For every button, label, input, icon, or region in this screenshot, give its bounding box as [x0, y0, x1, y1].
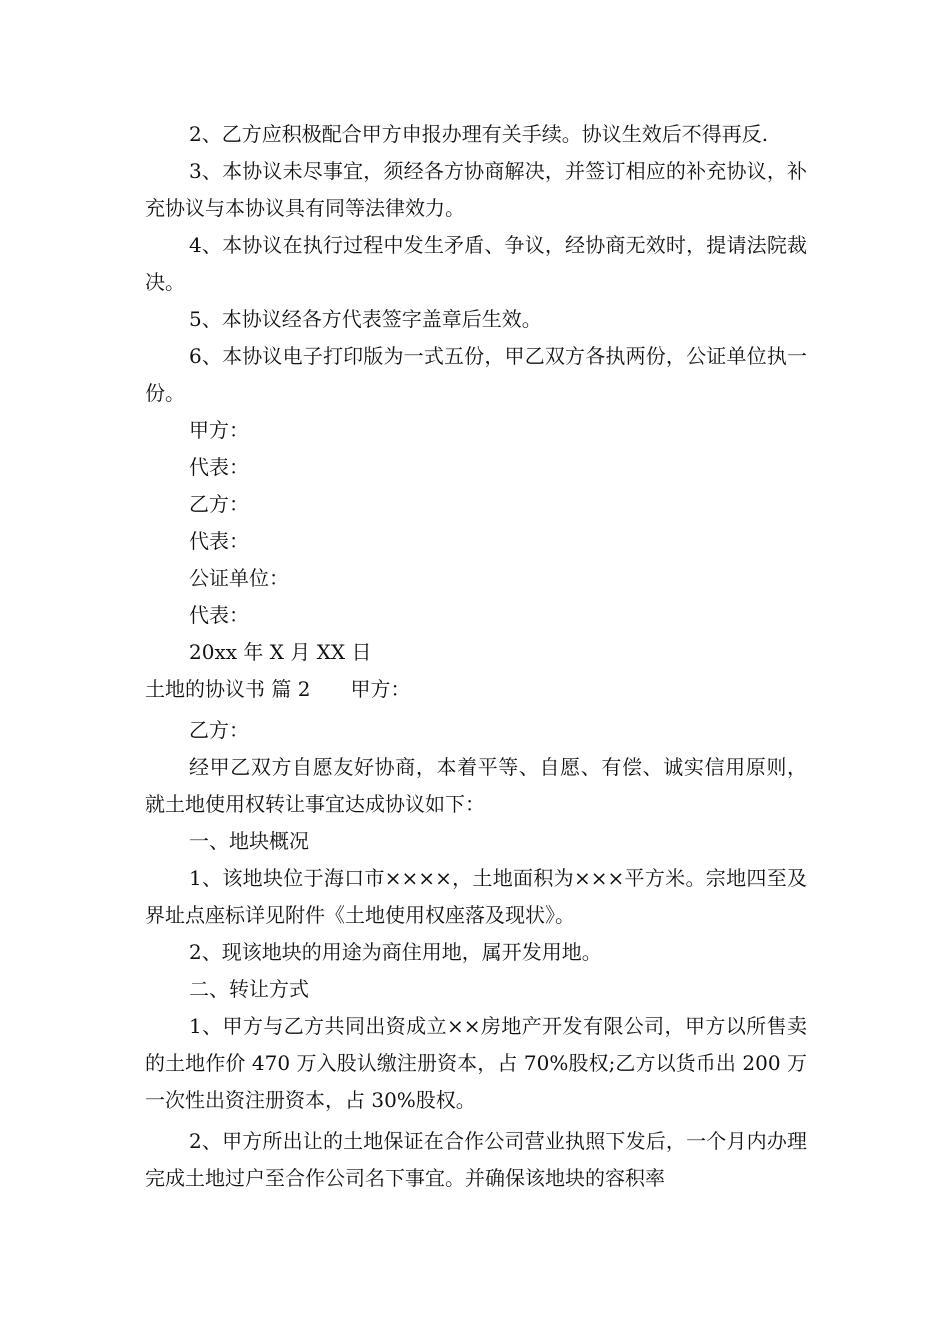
heading-land-overview: 一、地块概况 [189, 829, 309, 853]
signature-representative-notary: 代表： [189, 603, 249, 627]
document-body [145, 116, 807, 1197]
section-title-agreement-2: 土地的协议书 篇 2 甲方： [145, 677, 411, 701]
paragraph-clause-2: 2、乙方应积极配合甲方申报办理有关手续。协议生效后不得再反. [189, 122, 769, 146]
signature-representative-b: 代表： [189, 529, 249, 553]
paragraph-land-transfer: 2、甲方所出让的土地保证在合作公司营业执照下发后，一个月内办理完成土地过户至合作公司名下事宜。并确保该地块的容积率 [145, 1129, 807, 1190]
signature-party-a: 甲方： [189, 418, 249, 442]
paragraph-clause-3: 3、本协议未尽事宜，须经各方协商解决，并签订相应的补充协议，补充协议与本协议具有同等法律效力。 [145, 159, 807, 220]
paragraph-clause-5: 5、本协议经各方代表签字盖章后生效。 [189, 307, 542, 331]
heading-transfer-method: 二、转让方式 [189, 977, 309, 1001]
paragraph-land-use: 2、现该地块的用途为商住用地，属开发用地。 [189, 940, 602, 964]
signature-party-b: 乙方： [189, 492, 249, 516]
signature-notary-unit: 公证单位： [189, 566, 289, 590]
paragraph-land-location: 1、该地块位于海口市××××，土地面积为×××平方米。宗地四至及界址点座标详见附件《土地使用权座落及现状》。 [145, 866, 807, 927]
paragraph-preamble: 经甲乙双方自愿友好协商，本着平等、自愿、有偿、诚实信用原则，就土地使用权转让事宜达成协议如下： [145, 755, 807, 816]
signature-representative-a: 代表： [189, 455, 249, 479]
signature-date: 20xx 年 X 月 XX 日 [189, 640, 372, 664]
party-b-line: 乙方： [189, 718, 249, 742]
paragraph-clause-6: 6、本协议电子打印版为一式五份，甲乙双方各执两份，公证单位执一份。 [145, 344, 807, 405]
paragraph-clause-4: 4、本协议在执行过程中发生矛盾、争议，经协商无效时，提请法院裁决。 [145, 233, 807, 294]
paragraph-joint-investment: 1、甲方与乙方共同出资成立××房地产开发有限公司，甲方以所售卖的土地作价 470 万入股认缴注册资本，占 70%股权;乙方以货币出 200 万一次性出资注册资本，占 30%股权。 [145, 1014, 807, 1112]
